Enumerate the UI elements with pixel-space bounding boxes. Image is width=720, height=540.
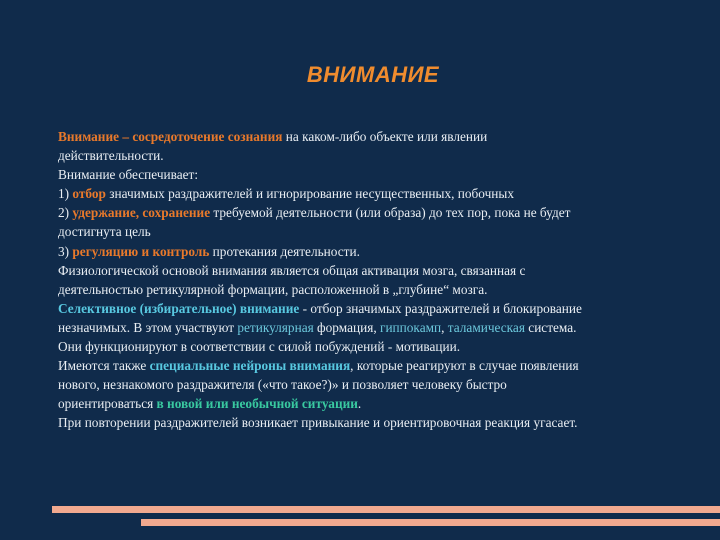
selective-term: Селективное (избирательное) внимание: [58, 300, 300, 316]
item-key: удержание, сохранение: [72, 205, 211, 221]
hippocampus-term: гиппокамп: [379, 319, 442, 335]
item-number: 3): [58, 243, 73, 259]
list-item-2: [58, 203, 708, 222]
accent-bar-bottom: [141, 519, 720, 526]
structures-line: [58, 318, 708, 337]
text-span: ориентироваться: [58, 396, 157, 412]
accent-bar-top: [52, 506, 720, 513]
item-number: 1): [58, 186, 73, 202]
neurons-term: специальные нейроны внимания: [149, 358, 351, 374]
text-line: Внимание обеспечивает:: [58, 167, 199, 183]
text-span: ,: [441, 319, 448, 335]
list-item-1: [58, 184, 708, 203]
definition-line: [58, 127, 708, 146]
text-span: система.: [524, 319, 577, 335]
text-line: деятельностью ретикулярной формации, расположенной в „глубине“ мозга.: [58, 281, 488, 297]
new-situation-term: в новой или необычной ситуации: [156, 396, 358, 412]
slide-title: ВНИМАНИЕ: [306, 62, 440, 87]
reticular-term: ретикулярная: [237, 319, 314, 335]
item-rest: протекания деятельности.: [209, 243, 360, 259]
orient-line: [58, 394, 708, 413]
text-span: , которые реагируют в случае появления: [350, 358, 579, 374]
item-rest: требуемой деятельности (или образа) до тех пор, пока не будет: [210, 205, 571, 221]
definition-rest: на каком-либо объекте или явлении: [282, 129, 488, 144]
list-item-3: [58, 242, 708, 261]
item-rest: значимых раздражителей и игнорирование несущественных, побочных: [105, 186, 514, 202]
text-line: Физиологической основой внимания является общая активация мозга, связанная с: [58, 262, 526, 278]
text-span: незначимых. В этом участвуют: [58, 319, 238, 335]
selective-rest: - отбор значимых раздражителей и блокирование: [299, 300, 582, 316]
text-span: Имеются также: [58, 358, 150, 374]
item-number: 2): [58, 205, 73, 221]
definition-dash: –: [119, 129, 133, 144]
term-attention: Внимание: [58, 129, 120, 144]
text-line: достигнута цель: [58, 224, 151, 240]
text-line: При повторении раздражителей возникает привыкание и ориентировочная реакция угасает.: [58, 415, 578, 431]
text-line: Они функционируют в соответствии с силой побуждений - мотивации.: [58, 339, 461, 355]
item-key: регуляцию и контроль: [72, 243, 210, 259]
item-key: отбор: [72, 186, 106, 202]
text-line: нового, незнакомого раздражителя («что такое?)» и позволяет человеку быстро: [58, 377, 507, 393]
text-span: .: [357, 396, 362, 412]
selective-line: [58, 299, 708, 318]
slide-body: [58, 127, 708, 433]
neurons-line: [58, 356, 708, 375]
thalamic-term: таламическая: [447, 319, 525, 335]
definition-highlight: сосредоточение сознания: [132, 129, 283, 144]
text-line: действительности.: [58, 148, 164, 164]
text-span: формация,: [313, 319, 380, 335]
